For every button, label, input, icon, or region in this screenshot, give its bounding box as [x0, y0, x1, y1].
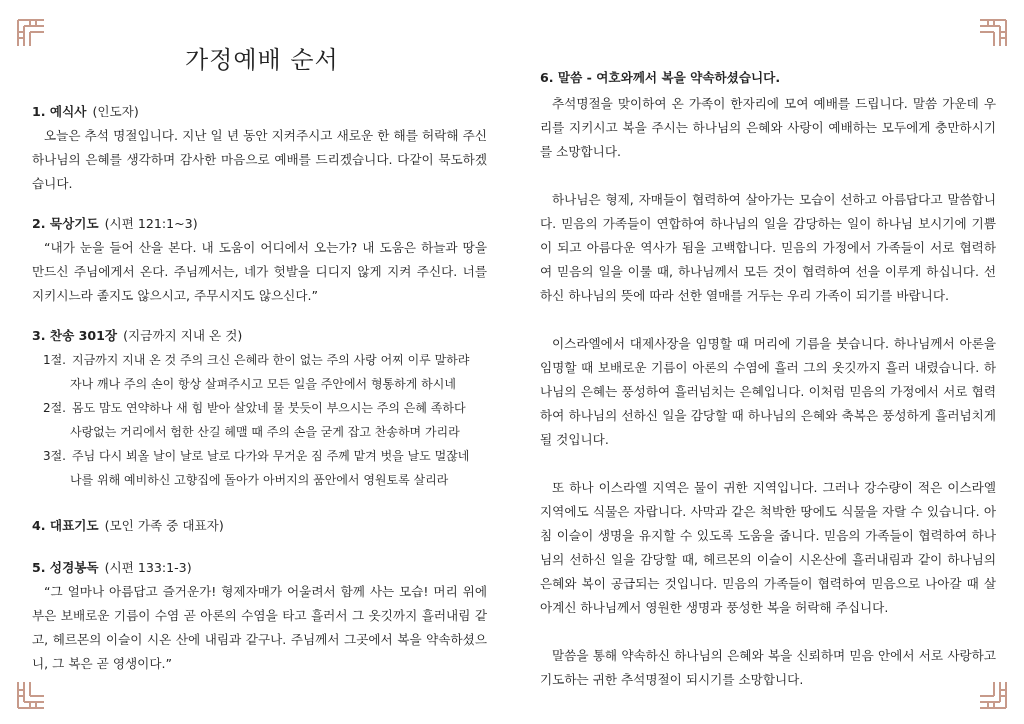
corner-ornament-icon-bottom-left — [16, 680, 46, 710]
section-note: (모인 가족 중 대표자) — [104, 518, 224, 533]
hymn-verse: 1절. 지금까지 지내 온 것 주의 크신 은혜라 한이 없는 주의 사랑 어찌 이루 말하랴 — [42, 353, 470, 367]
page-title: 가정예배 순서 — [185, 46, 339, 74]
section-text: “그 얼마나 아름답고 즐거운가! 형제자매가 어울려서 함께 사는 모습! 머리 위에 부은 보배로운 기름이 수염 곧 아론의 수염을 타고 흘러서 그 옷깃까지 흘러내림 같고, 헤르몬의 이슬이 시온 산에 내림과 같구나. 주님께서 그곳에서 복을 약속하셨으니, 그 복은 곧 영생이다.” — [32, 584, 487, 671]
corner-ornament-icon-top-right — [978, 18, 1008, 48]
section-hymn — [32, 324, 487, 492]
section-silent-prayer — [32, 212, 487, 308]
hymn-verse: 3절. 주님 다시 뵈올 날이 날로 날로 다가와 무거운 짐 주께 맡겨 벗을 날도 멀잖네 — [42, 449, 470, 463]
section-representative-prayer — [32, 514, 487, 538]
sermon-paragraph: 이스라엘에서 대제사장을 임명할 때 머리에 기름을 붓습니다. 하나님께서 아론을 임명할 때 보배로운 기름이 아론의 수염에 흘러 그의 옷깃까지 흘러 내렸습니다. 하나님의 은혜는 풍성하여 흘러넘치는 은혜입니다. 이처럼 믿음의 가정에서 서로 협력하여 하나님의 선하신 일을 감당할 때 하나님의 은혜와 축복은 풍성하게 흘러넘치게 될 것입니다. — [540, 336, 996, 447]
hymn-verse-continuation: 자나 깨나 주의 손이 항상 살펴주시고 모든 일을 주안에서 형통하게 하시네 — [70, 377, 456, 391]
section-note: (인도자) — [92, 104, 139, 119]
sermon-heading: 6. 말씀 - 여호와께서 복을 약속하셨습니다. — [540, 70, 781, 85]
order-of-worship-column — [32, 100, 487, 676]
section-heading: 5. 성경봉독 — [32, 560, 99, 575]
sermon-paragraph: 추석명절을 맞이하여 온 가족이 한자리에 모여 예배를 드립니다. 말씀 가운데 우리를 지키시고 복을 주시는 하나님의 은혜와 사랑이 예배하는 모두에게 충만하시기를 소망합니다. — [540, 96, 996, 159]
hymn-verse-continuation: 나를 위해 예비하신 고향집에 돌아가 아버지의 품안에서 영원토록 살리라 — [70, 473, 449, 487]
sermon-paragraph: 말씀을 통해 약속하신 하나님의 은혜와 복을 신뢰하며 믿음 안에서 서로 사랑하고 기도하는 귀한 추석명절이 되시기를 소망합니다. — [540, 648, 996, 687]
section-text: 오늘은 추석 명절입니다. 지난 일 년 동안 지켜주시고 새로운 한 해를 허락해 주신 하나님의 은혜를 생각하며 감사한 마음으로 예배를 드리겠습니다. 다같이 묵도하겠습니다. — [32, 128, 487, 191]
section-text: “내가 눈을 들어 산을 본다. 내 도움이 어디에서 오는가? 내 도움은 하늘과 땅을 만드신 주님에게서 온다. 주님께서는, 네가 헛발을 디디지 않게 지켜 주신다. 너를 지키시느라 졸지도 않으시고, 주무시지도 않으신다.” — [32, 240, 487, 303]
section-heading: 4. 대표기도 — [32, 518, 99, 533]
section-note: (시편 133:1-3) — [104, 560, 192, 575]
hymn-verse-continuation: 사랑없는 거리에서 험한 산길 헤맬 때 주의 손을 굳게 잡고 찬송하며 가리라 — [70, 425, 460, 439]
section-heading: 2. 묵상기도 — [32, 216, 99, 231]
section-invocation — [32, 100, 487, 196]
sermon-paragraph: 하나님은 형제, 자매들이 협력하여 살아가는 모습이 선하고 아름답다고 말씀합니다. 믿음의 가족들이 연합하여 하나님의 일을 감당하는 일이 하나님 보시기에 기쁨이 되고 아름다운 역사가 됨을 고백합니다. 믿음의 가정에서 가족들이 서로 협력하여 믿음의 일을 이룰 때, 하나님께서 모든 것이 협력하여 선을 이루게 하십니다. 선하신 하나님의 뜻에 따라 선한 열매를 거두는 우리 가족이 되기를 바랍니다. — [540, 192, 996, 303]
section-scripture-reading — [32, 556, 487, 676]
sermon-column — [540, 66, 996, 692]
section-note: (지금까지 지내 온 것) — [123, 328, 243, 343]
sermon-paragraph: 또 하나 이스라엘 지역은 물이 귀한 지역입니다. 그러나 강수량이 적은 이스라엘 지역에도 식물은 자랍니다. 사막과 같은 척박한 땅에도 식물을 자랄 수 있습니다. 아침 이슬이 생명을 유지할 수 있도록 도움을 줍니다. 믿음의 가족들이 협력하여 하나님의 선하신 일을 감당할 때, 헤르몬의 이슬이 시온산에 흘러내림과 같이 하나님의 은혜와 복이 공급되는 것입니다. 믿음의 가족들이 협력하여 믿음으로 나아갈 때 살아계신 하나님께서 영원한 생명과 풍성한 복을 허락해 주십니다. — [540, 480, 996, 615]
section-note: (시편 121:1~3) — [104, 216, 198, 231]
section-heading: 3. 찬송 301장 — [32, 328, 118, 343]
corner-ornament-icon-top-left — [16, 18, 46, 48]
hymn-verse: 2절. 몸도 맘도 연약하나 새 힘 받아 살았네 물 붓듯이 부으시는 주의 은혜 족하다 — [42, 401, 466, 415]
section-heading: 1. 예식사 — [32, 104, 87, 119]
